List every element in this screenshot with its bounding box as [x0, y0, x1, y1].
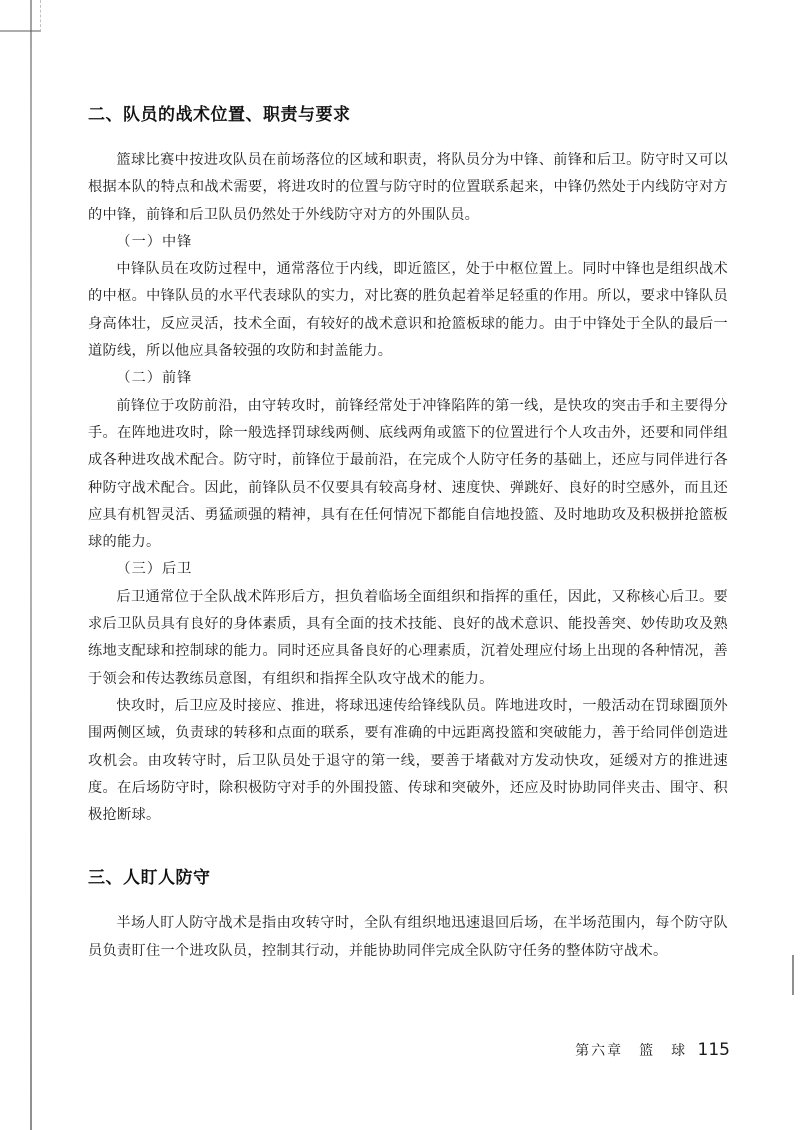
scan-binding-edge — [30, 0, 32, 1130]
section-heading-player-positions: 二、队员的战术位置、职责与要求 — [88, 105, 351, 125]
page-footer — [575, 1040, 730, 1060]
page-number: 115 — [697, 1040, 730, 1060]
chapter-label: 第六章 篮 球 — [575, 1043, 688, 1059]
subheading-forward: （二）前锋 — [116, 370, 193, 387]
subheading-center: （一）中锋 — [116, 233, 193, 250]
section-heading-man-to-man: 三、人盯人防守 — [88, 868, 211, 889]
scan-right-mark — [792, 955, 794, 995]
scan-corner-mark — [0, 0, 41, 32]
guard-paragraph-1: 后卫通常位于全队战术阵形后方，担负着临场全面组织和指挥的重任，因此，又称核心后卫。要求后卫队员具有良好的身体素质，具有全面的技术技能、良好的战术意识、能投善突、妙传助攻及熟练地支配球和控制球的能力。同时还应具备良好的心理素质，沉着处理应付场上出现的各种情况，善于领会和传达教练员意图，有组织和指挥全队攻守战术的能力。 — [88, 588, 728, 687]
forward-paragraph: 前锋位于攻防前沿，由守转攻时，前锋经常处于冲锋陷阵的第一线，是快攻的突击手和主要得分手。在阵地进攻时，除一般选择罚球线两侧、底线两角或篮下的位置进行个人攻击外，还要和同伴组成各种进攻战术配合。防守时，前锋位于最前沿，在完成个人防守任务的基础上，还应与同伴进行各种防守战术配合。因此，前锋队员不仅要具有较高身材、速度快、弹跳好、良好的时空感外，而且还应具有机智灵活、勇猛顽强的精神，具有在任何情况下都能自信地投篮、及时地助攻及积极拼抢篮板球的能力。 — [88, 397, 728, 551]
page-content — [88, 100, 728, 965]
center-paragraph: 中锋队员在攻防过程中，通常落位于内线，即近篮区，处于中枢位置上。同时中锋也是组织战术的中枢。中锋队员的水平代表球队的实力，对比赛的胜负起着举足轻重的作用。所以，要求中锋队员身高体壮，反应灵活，技术全面，有较好的战术意识和抢篮板球的能力。由于中锋处于全队的最后一道防线，所以他应具备较强的攻防和封盖能力。 — [88, 261, 728, 360]
man-to-man-paragraph: 半场人盯人防守战术是指由攻转守时，全队有组织地迅速退回后场，在半场范围内，每个防守队员负责盯住一个进攻队员，控制其行动，并能协助同伴完成全队防守任务的整体防守战术。 — [88, 915, 728, 959]
subheading-guard: （三）后卫 — [116, 561, 193, 578]
guard-paragraph-2: 快攻时，后卫应及时接应、推进，将球迅速传给锋线队员。阵地进攻时，一般活动在罚球圈顶外围两侧区域，负责球的转移和点面的联系，要有准确的中远距离投篮和突破能力，善于给同伴创造进攻机会。由攻转守时，后卫队员处于退守的第一线，要善于堵截对方发动快攻，延缓对方的推进速度。在后场防守时，除积极防守对手的外围投篮、传球和突破外，还应及时协助同伴夹击、围守、积极抢断球。 — [88, 697, 728, 824]
intro-paragraph: 篮球比赛中按进攻队员在前场落位的区域和职责，将队员分为中锋、前锋和后卫。防守时又可以根据本队的特点和战术需要，将进攻时的位置与防守时的位置联系起来，中锋仍然处于内线防守对方的中锋，前锋和后卫队员仍然处于外线防守对方的外围队员。 — [88, 152, 728, 223]
